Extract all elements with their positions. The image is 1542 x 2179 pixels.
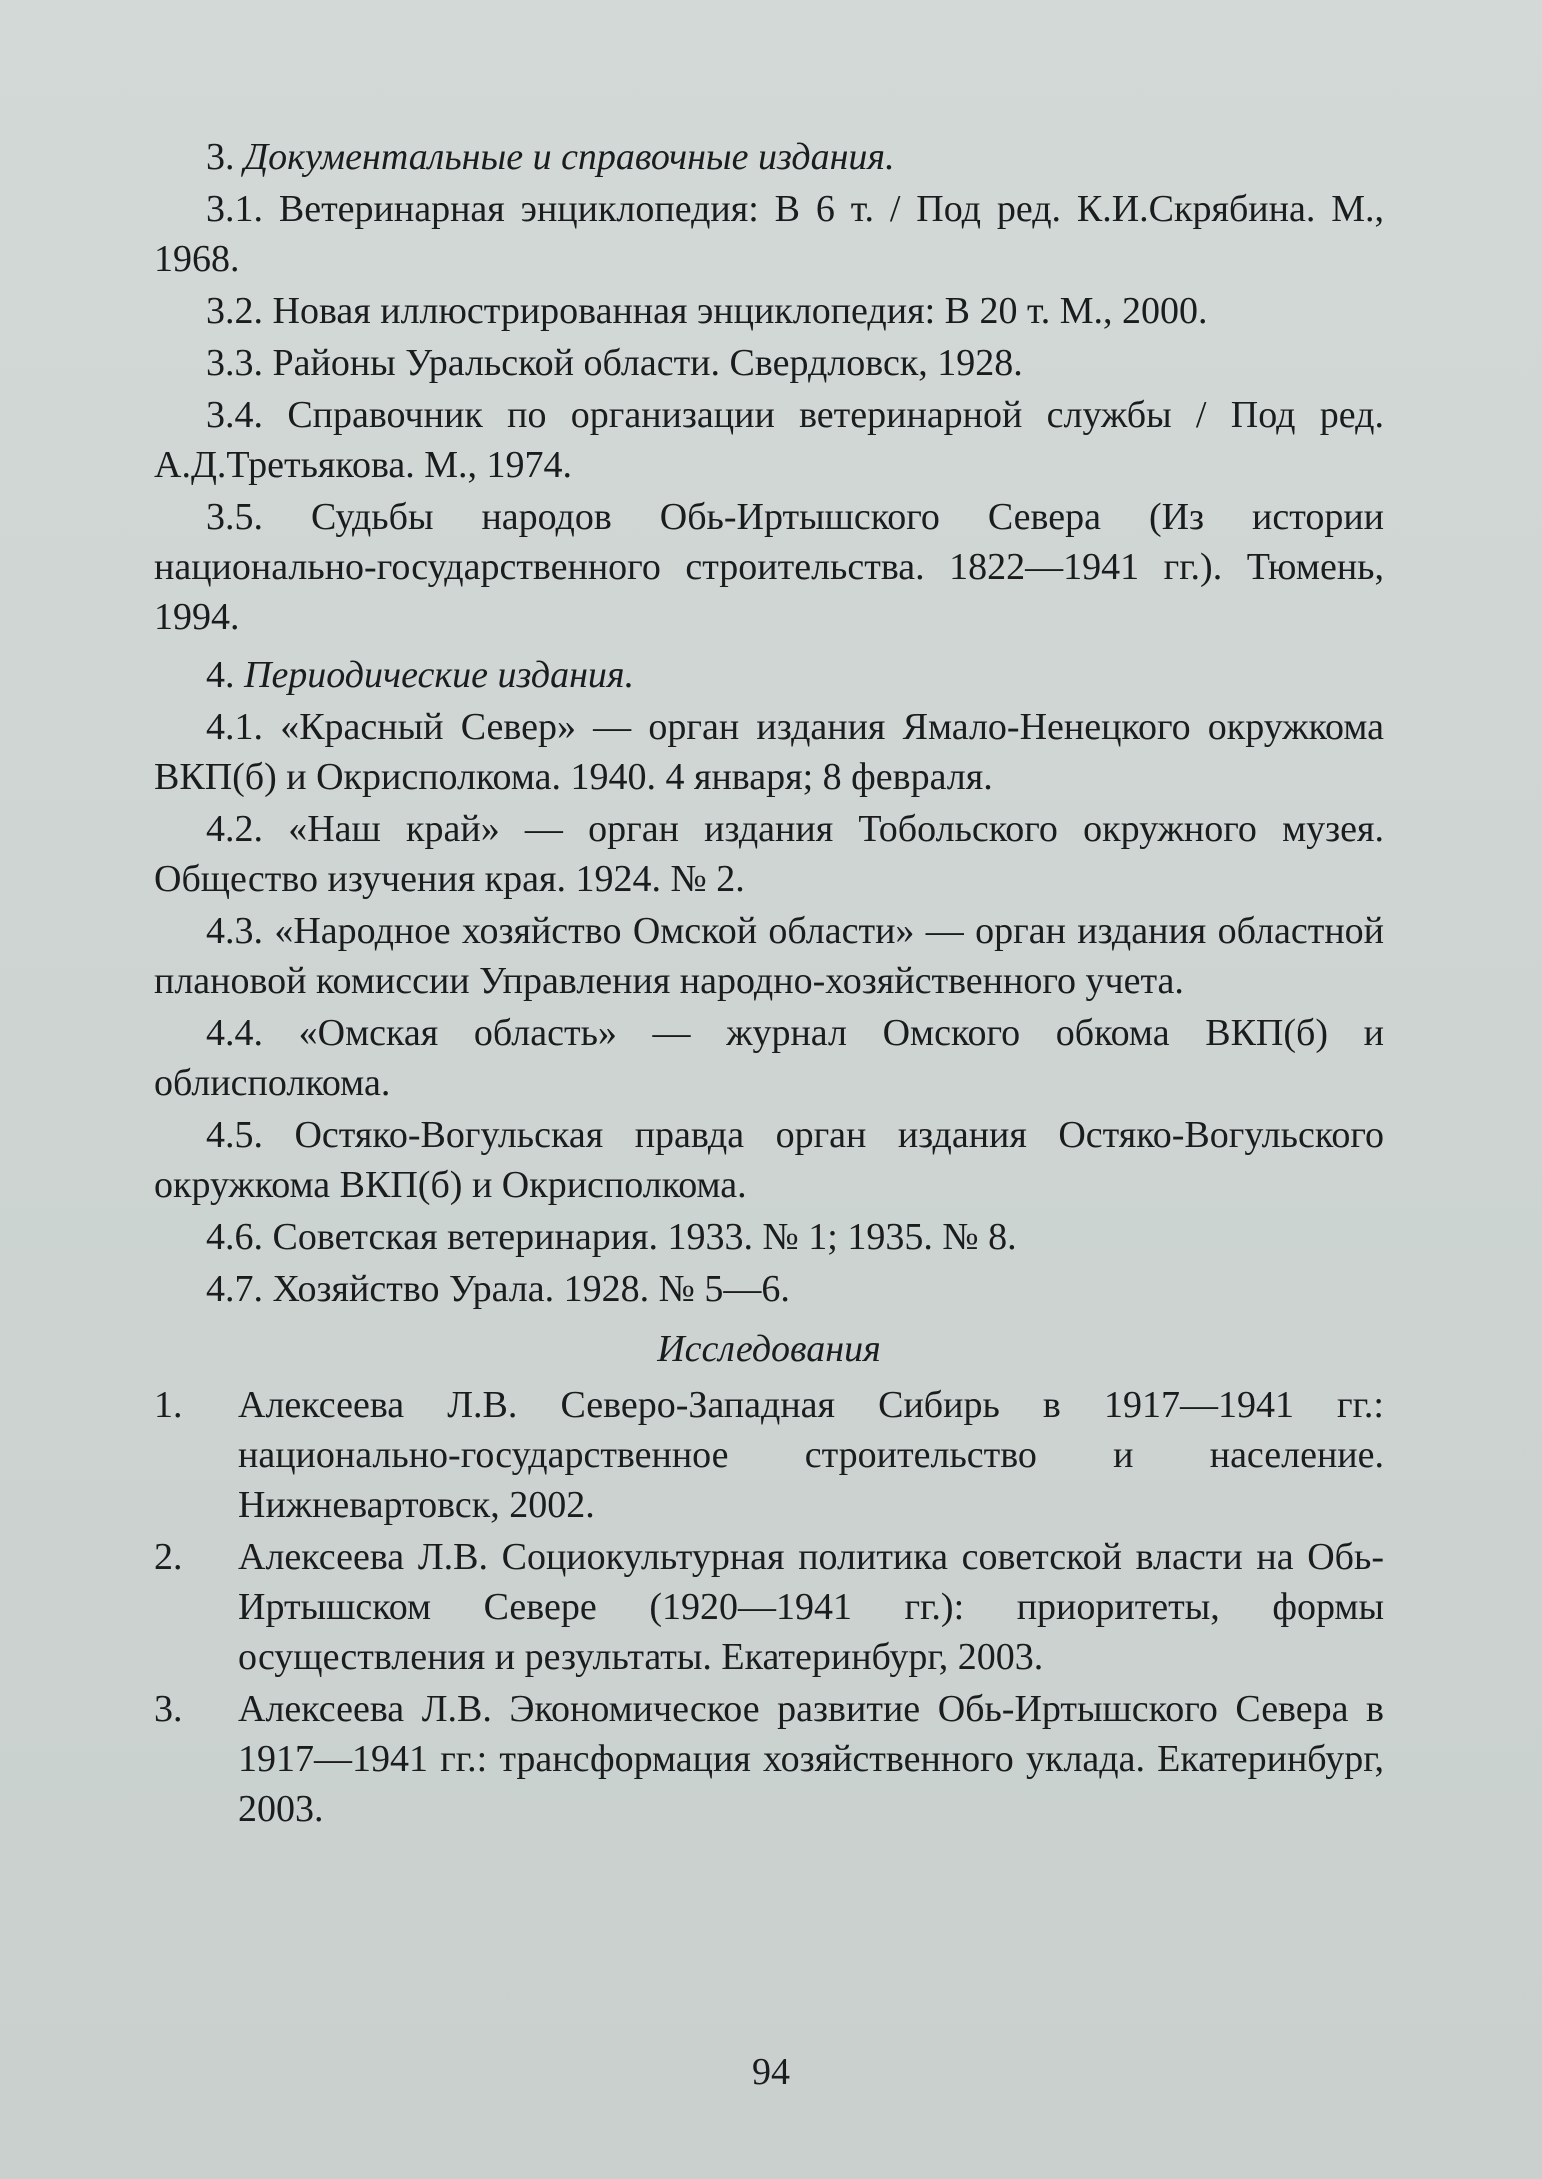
reference-entry: 4.3. «Народное хозяйство Омской области» — орган издания областной плановой комиссии Управления народно-хозяйственного учета. xyxy=(154,910,1384,1002)
section-heading xyxy=(154,650,1384,700)
bibliography-number: 3. xyxy=(154,1688,183,1730)
section-title: Периодические издания. xyxy=(244,654,635,696)
bibliography-item xyxy=(154,1532,1384,1682)
bibliography-number: 2. xyxy=(154,1536,183,1578)
section-title: Документальные и справочные издания. xyxy=(244,136,895,178)
page-content xyxy=(154,132,1384,1836)
reference-entry: 4.5. Остяко-Вогульская правда орган издания Остяко-Вогульского окружкома ВКП(б) и Окрисполкома. xyxy=(154,1114,1384,1206)
reference-entry: 3.3. Районы Уральской области. Свердловск, 1928. xyxy=(206,342,1023,384)
reference-entry: 4.7. Хозяйство Урала. 1928. № 5—6. xyxy=(206,1268,790,1310)
bibliography-item xyxy=(154,1684,1384,1834)
reference-entry: 3.5. Судьбы народов Обь-Иртышского Севера (Из истории национально-государственного строительства. 1822—1941 гг.). Тюмень, 1994. xyxy=(154,496,1384,638)
page-number: 94 xyxy=(752,2051,790,2093)
reference-entry: 3.2. Новая иллюстрированная энциклопедия: В 20 т. М., 2000. xyxy=(206,290,1208,332)
section-heading xyxy=(154,132,1384,182)
reference-entry: 4.2. «Наш край» — орган издания Тобольского окружного музея. Общество изучения края. 1924. № 2. xyxy=(154,808,1384,900)
section-number: 3. xyxy=(206,136,235,178)
reference-entry: 4.4. «Омская область» — журнал Омского обкома ВКП(б) и облисполкома. xyxy=(154,1012,1384,1104)
bibliography-text: Алексеева Л.В. Экономическое развитие Обь-Иртышского Севера в 1917—1941 гг.: трансформация хозяйственного уклада. Екатеринбург, 2003. xyxy=(238,1688,1384,1830)
bibliography-item xyxy=(154,1380,1384,1530)
bibliography-text: Алексеева Л.В. Социокультурная политика советской власти на Обь-Иртышском Севере (1920—1941 гг.): приоритеты, формы осуществления и результаты. Екатеринбург, 2003. xyxy=(238,1536,1384,1678)
reference-entry: 4.6. Советская ветеринария. 1933. № 1; 1935. № 8. xyxy=(206,1216,1017,1258)
section-number: 4. xyxy=(206,654,235,696)
bibliography-number: 1. xyxy=(154,1384,183,1426)
research-heading: Исследования xyxy=(657,1328,881,1370)
reference-entry: 3.4. Справочник по организации ветеринарной службы / Под ред. А.Д.Третьякова. М., 1974. xyxy=(154,394,1384,486)
reference-entry: 3.1. Ветеринарная энциклопедия: В 6 т. / Под ред. К.И.Скрябина. М., 1968. xyxy=(154,188,1384,280)
bibliography-text: Алексеева Л.В. Северо-Западная Сибирь в 1917—1941 гг.: национально-государственное строительство и население. Нижневартовск, 2002. xyxy=(238,1384,1384,1526)
reference-entry: 4.1. «Красный Север» — орган издания Ямало-Ненецкого окружкома ВКП(б) и Окрисполкома. 1940. 4 января; 8 февраля. xyxy=(154,706,1384,798)
